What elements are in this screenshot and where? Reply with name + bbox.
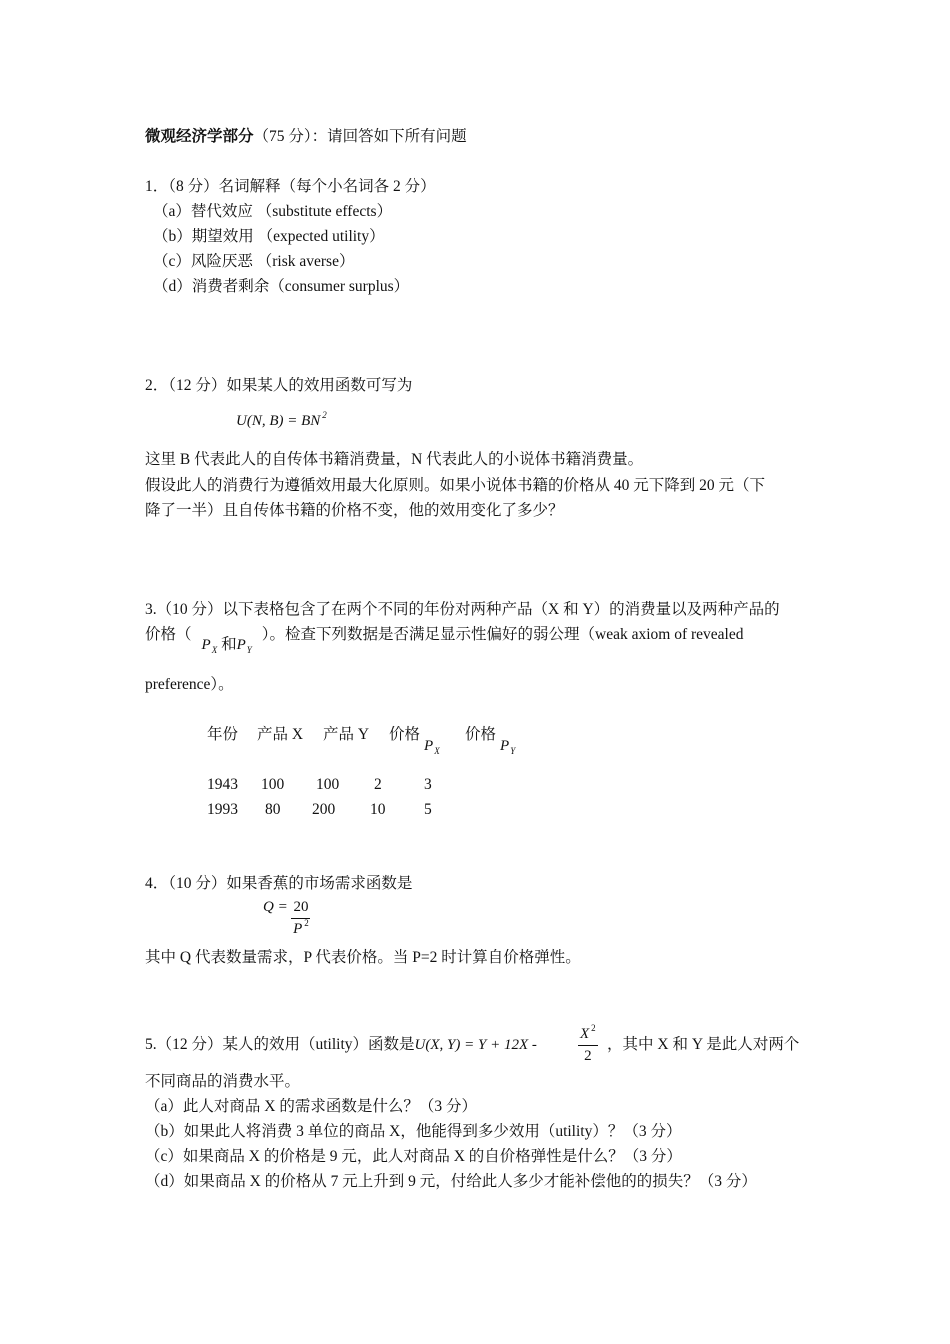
q1-heading: 1．（8 分）名词解释（每个小名词各 2 分） <box>145 178 436 195</box>
section-instructions: （75 分）：请回答如下所有问题 <box>253 128 467 145</box>
q5-item-d: （d）如果商品 X 的价格从 7 元上升到 9 元，付给此人多少才能补偿他的的损失？（3 分） <box>145 1173 757 1190</box>
q5-fraction <box>578 1023 598 1064</box>
q5-item-b: （b）如果此人将消费 3 单位的商品 X，他能得到多少效用（utility）？（3 分） <box>145 1123 682 1140</box>
q1-item-c: （c）风险厌恶 （risk averse） <box>153 253 355 270</box>
q5-item-c: （c）如果商品 X 的价格是 9 元，此人对商品 X 的自价格弹性是什么？（3 分） <box>145 1148 682 1165</box>
q1-item-b: （b）期望效用 （expected utility） <box>153 228 385 245</box>
q2-heading: 2．（12 分）如果某人的效用函数可写为 <box>145 377 413 394</box>
q3-py-symbol <box>237 637 252 653</box>
table-header-px-sub: X <box>434 746 440 756</box>
table-row1-y: 100 <box>316 776 340 793</box>
table-row2-x: 80 <box>265 801 281 818</box>
q2-formula-exponent: 2 <box>322 410 327 420</box>
table-header-py-letter: P <box>500 738 510 754</box>
q1-item-a: （a）替代效应 （substitute effects） <box>153 203 393 220</box>
table-row2-px: 10 <box>370 801 386 818</box>
section-title: 微观经济学部分 <box>145 128 254 145</box>
table-header-py-sub: Y <box>510 746 516 756</box>
q3-py-letter: P <box>236 637 246 653</box>
table-header-product-y: 产品 Y <box>323 726 370 743</box>
q5-item-a: （a）此人对商品 X 的需求函数是什么？（3 分） <box>145 1098 477 1115</box>
q2-text-line1: 这里 B 代表此人的自传体书籍消费量，N 代表此人的小说体书籍消费量。 <box>145 451 644 468</box>
q3-text-line3: preference）。 <box>145 676 234 693</box>
q5-utility-formula: U(X, Y) = Y + 12X - <box>414 1037 537 1053</box>
q5-suffix: ，其中 X 和 Y 是此人对两个 <box>607 1036 800 1053</box>
q4-fraction-num: 20 <box>291 900 310 919</box>
q4-den-exp: 2 <box>304 918 309 928</box>
q5-text-line1 <box>145 1037 537 1053</box>
q5-fraction-body <box>578 1023 598 1064</box>
q2-text-line2: 假设此人的消费行为遵循效用最大化原则。如果小说体书籍的价格从 40 元下降到 20 元（下 <box>145 477 766 494</box>
q5-prefix: 5.（12 分）某人的效用（utility）函数是 <box>145 1036 415 1053</box>
q4-heading: 4．（10 分）如果香蕉的市场需求函数是 <box>145 875 413 892</box>
q3-price-suffix: ）。检查下列数据是否满足显示性偏好的弱公理（weak axiom of revealed <box>261 626 744 643</box>
section-header <box>145 129 467 145</box>
table-header-px <box>424 738 440 754</box>
table-header-py <box>500 738 515 754</box>
q5-num-exp: 2 <box>591 1023 596 1033</box>
q4-formula-lhs: Q = <box>263 898 288 915</box>
q4-den-letter: P <box>293 921 303 937</box>
q2-formula-lhs: U(N, B) <box>236 413 284 429</box>
q4-demand-formula <box>263 900 310 937</box>
q3-px-letter: P <box>201 637 211 653</box>
q5-fraction-num <box>578 1023 598 1046</box>
q2-utility-formula <box>236 410 327 429</box>
q3-and: 和 <box>217 636 237 653</box>
q1-item-d: （d）消费者剩余（consumer surplus） <box>153 278 410 295</box>
table-row1-x: 100 <box>261 776 285 793</box>
q3-px-symbol <box>202 637 218 653</box>
table-row1-px: 2 <box>374 776 382 793</box>
q4-fraction-den <box>291 919 310 937</box>
table-header-price-x <box>389 726 440 756</box>
q4-fraction <box>291 900 310 937</box>
table-row2-y: 200 <box>312 801 336 818</box>
q4-text-line1: 其中 Q 代表数量需求，P 代表价格。当 P=2 时计算自价格弹性。 <box>145 949 581 966</box>
table-row1-py: 3 <box>424 776 432 793</box>
table-row1-year: 1943 <box>207 776 238 793</box>
table-row2-year: 1993 <box>207 801 238 818</box>
q2-formula-rhs: = BN <box>283 413 321 429</box>
q5-text-line2: 不同商品的消费水平。 <box>145 1073 301 1090</box>
table-header-price-y <box>465 726 516 756</box>
q3-px-sub: X <box>211 645 218 655</box>
q3-py-sub: Y <box>246 645 252 655</box>
q5-fraction-den: 2 <box>584 1048 592 1064</box>
table-header-year: 年份 <box>207 726 239 743</box>
table-header-product-x: 产品 X <box>257 726 304 743</box>
q2-text-line3: 降了一半）且自传体书籍的价格不变，他的效用变化了多少？ <box>145 502 564 519</box>
table-header-price-y-label: 价格 <box>465 726 497 743</box>
q3-text-line2 <box>145 626 744 655</box>
table-header-px-letter: P <box>424 738 434 754</box>
table-row2-py: 5 <box>424 801 432 818</box>
q5-num-letter: X <box>580 1026 590 1042</box>
q3-text-line1: 3.（10 分）以下表格包含了在两个不同的年份对两种产品（X 和 Y）的消费量以及两种产品的 <box>145 601 780 618</box>
q3-price-prefix: 价格（ <box>145 626 192 643</box>
table-header-price-x-label: 价格 <box>389 726 421 743</box>
